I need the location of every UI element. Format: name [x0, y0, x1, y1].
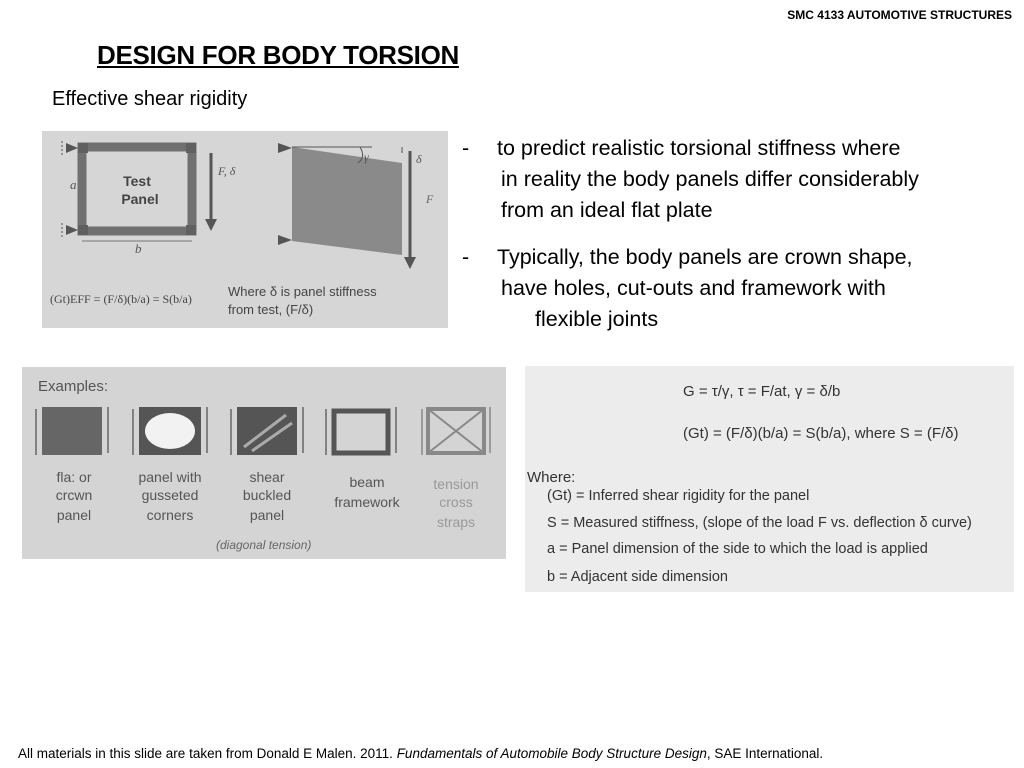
examples-diagram: [22, 367, 506, 559]
bullet-line: to predict realistic torsional stiffness where: [497, 136, 901, 160]
definition-gt: (Gt) = Inferred shear rigidity for the panel: [547, 488, 810, 504]
example-label: buckled: [242, 487, 292, 503]
example-label: cross: [439, 494, 473, 510]
bullet-dash: -: [462, 245, 470, 269]
equation-1: G = τ/γ, τ = F/at, γ = δ/b: [683, 383, 841, 400]
example-label: gusseted: [141, 487, 199, 503]
example-label: tension: [433, 476, 479, 492]
load-label: F, δ: [218, 164, 236, 178]
bullet-line: have holes, cut-outs and framework with: [501, 276, 886, 300]
citation-footer: [18, 746, 823, 761]
equation-2: (Gt) = (F/δ)(b/a) = S(b/a), where S = (F/δ): [683, 425, 959, 442]
example-label: straps: [436, 514, 476, 530]
example-label: panel with: [138, 469, 202, 485]
effective-rigidity-formula: (Gt)EFF = (F/δ)(b/a) = S(b/a): [50, 292, 192, 306]
bullet-line: from an ideal flat plate: [501, 198, 713, 222]
test-panel-figure: [42, 131, 448, 328]
bullet-list: [460, 133, 1020, 351]
example-label: beam: [349, 474, 385, 490]
panel-label: Panel: [121, 191, 159, 207]
examples-figure: [22, 367, 506, 559]
delta-label: δ: [416, 152, 422, 166]
definition-s: S = Measured stiffness, (slope of the load F vs. deflection δ curve): [547, 515, 972, 531]
gamma-label: γ: [364, 150, 369, 164]
bullet-dash: -: [462, 136, 470, 160]
test-panel-diagram: [42, 131, 448, 328]
citation-suffix: , SAE International.: [706, 746, 824, 761]
example-label: fla: or: [56, 469, 92, 485]
examples-heading: Examples:: [38, 378, 109, 395]
bullet-line: flexible joints: [535, 307, 659, 331]
example-label: framework: [334, 494, 400, 510]
example-label: corners: [146, 507, 194, 523]
where-label: Where:: [527, 469, 576, 486]
definition-a: a = Panel dimension of the side to which the load is applied: [547, 541, 928, 557]
side-b-label: b: [135, 241, 142, 256]
formula-diagram: [525, 366, 1014, 592]
stiffness-note: from test, (F/δ): [228, 302, 314, 317]
load-label-right: F: [426, 192, 434, 206]
side-a-label: a: [70, 177, 77, 192]
diagonal-tension-note: (diagonal tension): [216, 538, 312, 552]
bullet-line: Typically, the body panels are crown shape,: [497, 245, 913, 269]
citation-book-title: Fundamentals of Automobile Body Structure Design: [396, 746, 707, 761]
citation-prefix: All materials in this slide are taken from Donald E Malen. 2011.: [18, 746, 397, 761]
example-label: panel: [249, 507, 285, 523]
panel-label: Test: [123, 173, 151, 189]
example-label: shear: [249, 469, 285, 485]
example-label: crcwn: [55, 487, 93, 503]
stiffness-note: Where δ is panel stiffness: [228, 284, 377, 299]
slide-title: DESIGN FOR BODY TORSION: [97, 40, 459, 70]
definition-b: b = Adjacent side dimension: [547, 569, 728, 585]
bullet-line: in reality the body panels differ considerably: [501, 167, 919, 191]
formula-figure: [525, 366, 1014, 592]
course-code: SMC 4133 AUTOMOTIVE STRUCTURES: [787, 8, 1012, 22]
slide-subtitle: Effective shear rigidity: [52, 88, 248, 110]
example-label: panel: [56, 507, 92, 523]
bullet-item: [460, 242, 1020, 335]
bullet-item: [460, 133, 1020, 226]
